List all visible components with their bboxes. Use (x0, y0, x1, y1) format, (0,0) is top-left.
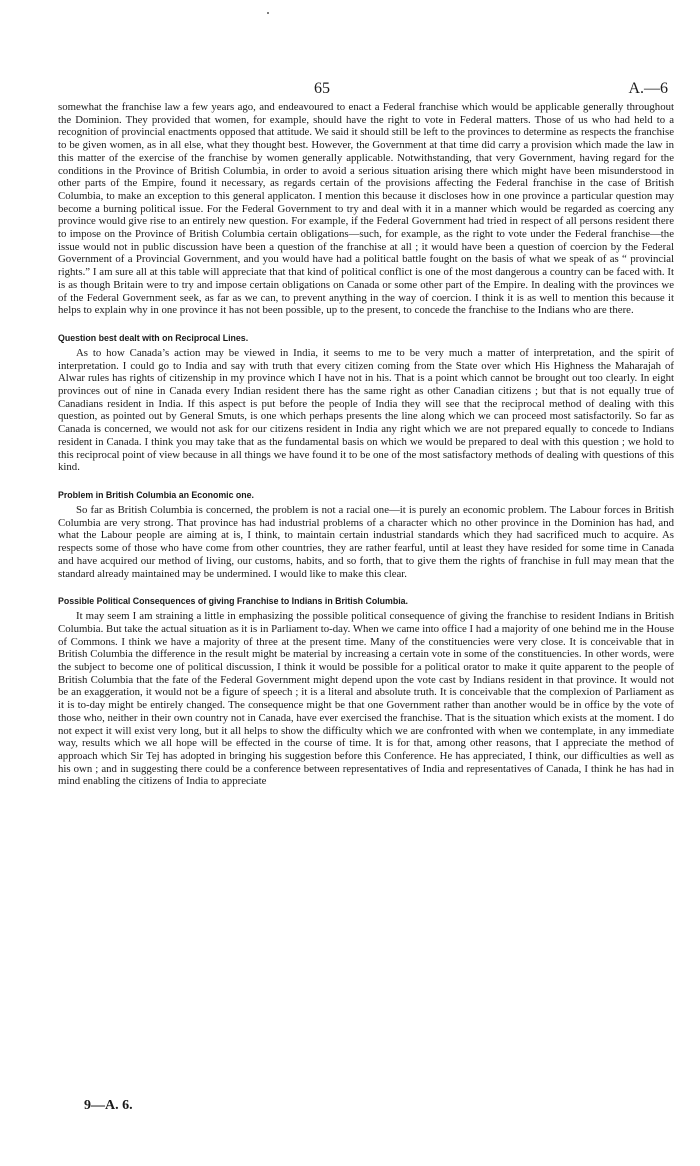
section-text-political: It may seem I am straining a little in emphasizing the possible political consequence of giving the franchise to resident Indians in British Columbia. But take the actual situation as it is in Parliament to-day. When we came into office I had a majority of one behind me in the House of Commons. I think we have a majority of three at the present time. Many of the constituencies were very close. It is conceivable that in British Columbia the difference in the result might be material by increasing a certain vote in some of the constituencies. In other words, were the subject to become one of political discussion, I think it would be possible for a political orator to make it quite apparent to the people of British Columbia that the fate of the Federal Government might depend upon the vote cast by Indians resident in that province. It would not be an exaggeration, it would not be a figure of speech ; it is a literal and absolute truth. It is conceivable that the complexion of Parliament as it is to-day might be entirely changed. The consequence might be that one Government rather than another would be in office by the vote of those who, neither in their own country not in Canada, have ever exercised the franchise. That is the situation which exists at the moment. I do not expect it will exist very long, but it all helps to show the difficulty which we are confronted with when we contemplate, in any immediate way, results which we all hope will be effected in the course of time. It is for that, among other reasons, that I appreciate the method of approach which Sir Tej has adopted in bringing his suggestion before this Conference. He has appreciated, I think, our difficulties as well as his own ; and in suggesting there could be a conference between representatives of India and representatives of Canada, I think he has had in mind enabling the citizens of India to appreciate (58, 610, 674, 788)
document-reference: A.—6 (628, 80, 668, 97)
page-body (58, 101, 674, 788)
page-header (58, 80, 674, 100)
section-heading-economic: Problem in British Columbia an Economic one. (58, 489, 255, 500)
intro-paragraph: somewhat the franchise law a few years ago, and endeavoured to enact a Federal franchise which would be applicable generally throughout the Dominion. They provided that women, for example, should have the right to vote in Federal matters. Those of us who had held to a recognition of provincial enactments opposed that attitude. We said it should still be left to the provinces to determine as respects the franchise to be given women, as in all else, what they thought best. However, the Government at that time did carry a provision which made the law in this matter of the exercise of the franchise by women generally applicable. Notwithstanding, that very Government, having regard for the conditions in the Province of British Columbia, in order to avoid a serious situation arising there which might have been misunderstood in other parts of the Empire, found it necessary, as regards certain of the provisions affecting the Federal franchise in the case of British Columbia, to make an exception to this general applicaton. I mention this because it discloses how in one province a particular question may become a burning political issue. For the Federal Government to try and deal with it in a manner which would be regarded as coercing any province would give rise to an entirely new question. For example, if the Federal Government had tried in respect of all persons resident there to impose on the Province of British Columbia certain obligations—such, for example, as the right to vote under the Federal franchise—the issue would not in public discussion have been a question of the franchise at all ; it would have been a question of coercion by the Federal Government of a Provincial Government, and you would have had a political battle fought on the basis of what we speak of as “ provincial rights.” I am sure all at this table will appreciate that that kind of political conflict is one of the most dangerous a country can be faced with. It is as though Britain were to try and impose certain obligations on Canada or some other part of the Empire. In dealing with the provinces we of the Federal Government seek, as far as we can, to prevent anything in the way of coercion. I think it is as well to mention this because it helps to explain why in one province it has not been possible, up to the present, to concede the franchise to the Indians who are there. (58, 101, 674, 317)
section-heading-reciprocal: Question best dealt with on Reciprocal Lines. (58, 332, 249, 343)
section-text-reciprocal: As to how Canada’s action may be viewed in India, it seems to me to be very much a matter of interpretation, and the spirit of interpretation. I could go to India and say with truth that every citizen coming from the State over which His Highness the Maharajah of Alwar rules has rights of citizenship in my province which I have not in his. That is a point which cannot be brought out too clearly. In eight provinces out of nine in Canada every Indian resident there has the same right as other Canadian citizens ; but that is not equally true of Canadians resident in India. If this aspect is put before the people of India they will see that the reciprocal method of dealing with this question, as pointed out by General Smuts, is one which perhaps presents the line along which we can proceed most satisfactorily. So far as Canada is concerned, we would not ask for our citizens resident in India any right which we are not prepared equally to concede to Indians resident in Canada. I think you may take that as the fundamental basis on which we would be prepared to deal with this question ; we hold to this reciprocal point of view because in all things we have found it to be one of the most satisfactory methods of dealing with questions of this kind. (58, 346, 674, 474)
section-text-economic: So far as British Columbia is concerned, the problem is not a racial one—it is purely an economic problem. The Labour forces in British Columbia are very strong. That province has had industrial problems of a character which no other province in the Dominion has had, and what the Labour people are aiming at is, I think, to maintain certain industrial standards which they had sacrificed much to acquire. As respects some of those who have come from other countries, they are rather fearful, until at least they have resided for some time in Canada and have acquired our method of living, our customs, habits, and so forth, that to give them the rights of franchise in full may mean that the standard already maintained may be undermined. I would like to make this clear. (58, 503, 674, 580)
page-number: 65 (314, 80, 330, 97)
signature-mark: 9—A. 6. (84, 1098, 133, 1113)
section-heading-political: Possible Political Consequences of giving Franchise to Indians in British Columbia. (58, 596, 408, 607)
stray-mark (267, 12, 269, 14)
